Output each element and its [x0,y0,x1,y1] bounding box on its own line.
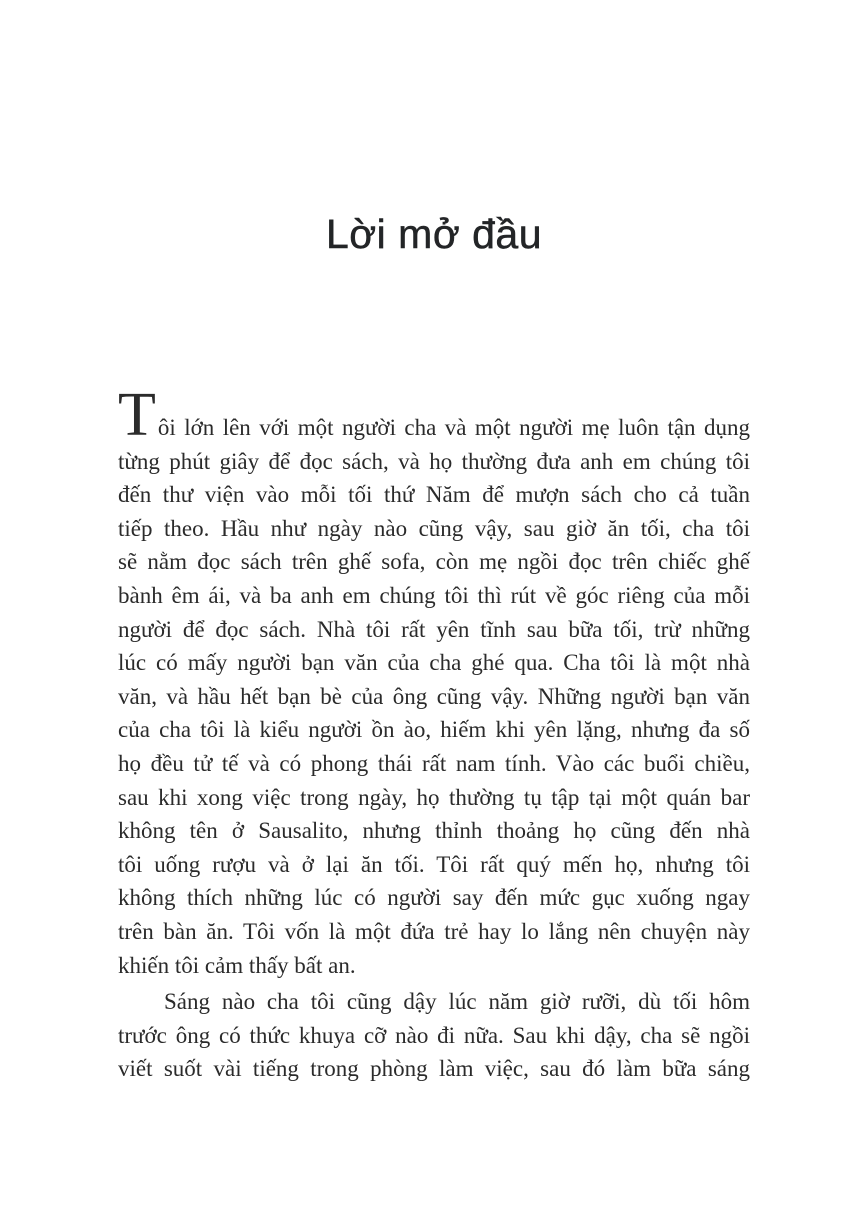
text-line: sau khi xong việc trong ngày, họ thường tụ tập tại một quán bar [118,784,750,810]
text-line: tiếp theo. Hầu như ngày nào cũng vậy, sau giờ ăn tối, cha tôi [118,515,750,541]
text-line: họ đều tử tế và có phong thái rất nam tính. Vào các buổi chiều, [118,750,750,776]
text-line: người để đọc sách. Nhà tôi rất yên tĩnh sau bữa tối, trừ những [118,616,750,642]
chapter-title: Lời mở đầu [325,211,543,257]
text-line [118,381,750,449]
text-line: trên bàn ăn. Tôi vốn là một đứa trẻ hay lo lắng nên chuyện này [118,918,750,944]
text-line: của cha tôi là kiểu người ồn ào, hiếm khi yên lặng, nhưng đa số [118,717,750,743]
text-line: lúc có mấy người bạn văn của cha ghé qua. Cha tôi là một nhà [118,650,750,676]
text-line: sẽ nằm đọc sách trên ghế sofa, còn mẹ ngồi đọc trên chiếc ghế [118,549,750,575]
text-line: không tên ở Sausalito, nhưng thỉnh thoảng họ cũng đến nhà [118,818,750,844]
text-line: Sáng nào cha tôi cũng dậy lúc năm giờ rưỡi, dù tối hôm [164,989,750,1015]
paragraph-2 [118,985,750,1086]
text-line: bành êm ái, và ba anh em chúng tôi thì rút về góc riêng của mỗi [118,582,750,608]
text-line: khiến tôi cảm thấy bất an. [118,952,356,978]
body-text [118,381,750,1086]
text-line: tôi uống rượu và ở lại ăn tối. Tôi rất quý mến họ, nhưng tôi [118,851,750,877]
text-line: viết suốt vài tiếng trong phòng làm việc, sau đó làm bữa sáng [118,1056,750,1082]
text-line: văn, và hầu hết bạn bè của ông cũng vậy. Những người bạn văn [118,683,750,709]
drop-cap-initial: T [118,381,156,449]
paragraph-1 [118,381,750,982]
text-line: trước ông có thức khuya cỡ nào đi nữa. Sau khi dậy, cha sẽ ngồi [118,1022,750,1048]
text-line: không thích những lúc có người say đến mức gục xuống ngay [118,885,750,911]
text-line: từng phút giây để đọc sách, và họ thường đưa anh em chúng tôi [118,448,750,474]
text-line: đến thư viện vào mỗi tối thứ Năm để mượn sách cho cả tuần [118,482,750,508]
text-line-content: ôi lớn lên với một người cha và một người mẹ luôn tận dụng [157,415,750,440]
